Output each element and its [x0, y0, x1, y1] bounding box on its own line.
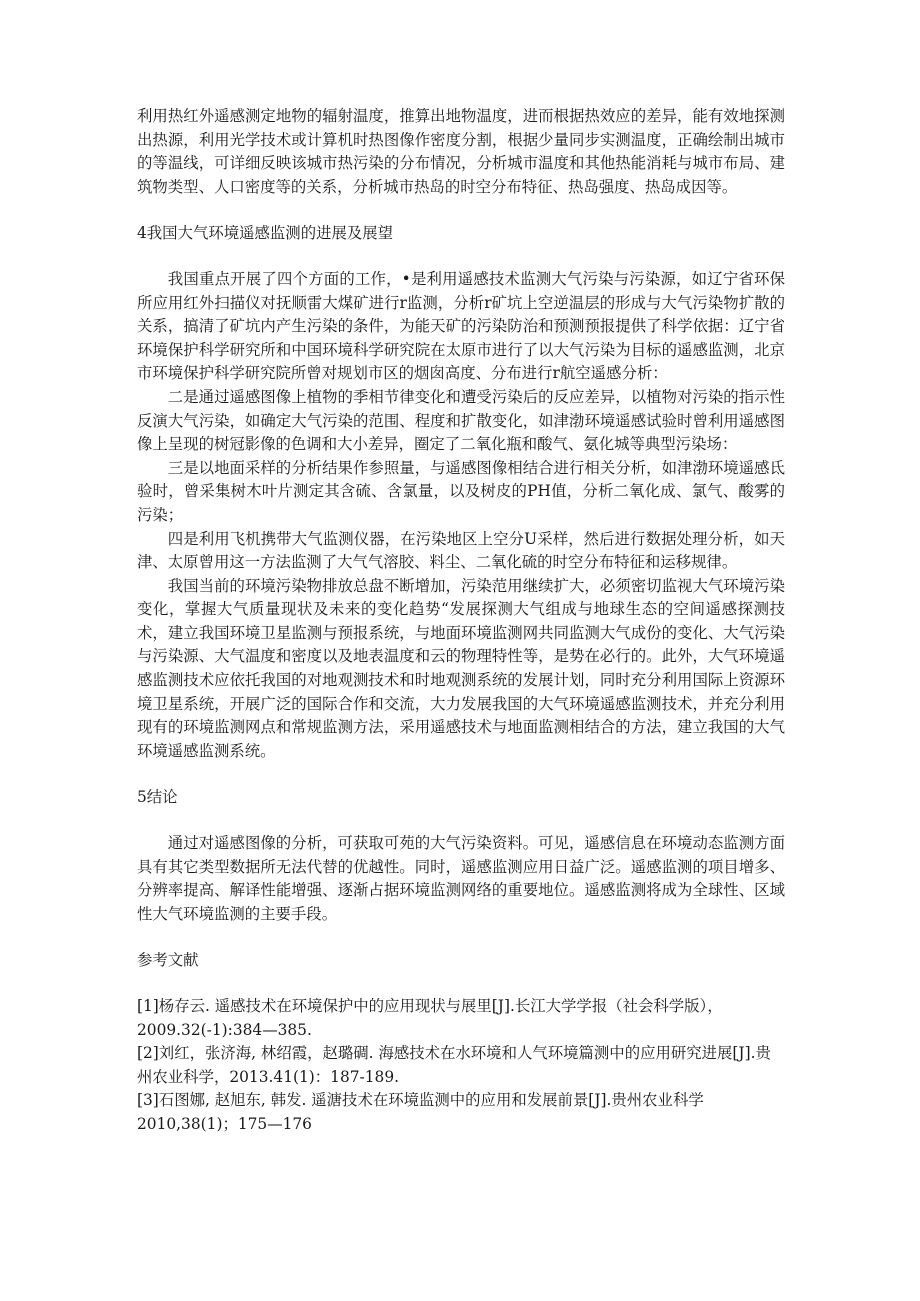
intro-paragraph: 利用热红外遥感测定地物的辐射温度，推算出地物温度，进而根据热效应的差异，能有效地探测出热源，利用光学技术或计算机时热图像作密度分割，根据少量同步实测温度，正确绘制出城市的等温线，可详细反映该城市热污染的分布情况，分析城市温度和其他热能消耗与城市布局、建筑物类型、人口密度等的关系，分析城市热岛的时空分布特征、热岛强度、热岛成因等。: [137, 107, 785, 196]
section-4-paragraph-1: 我国重点开展了四个方面的工作，•是利用遥感技术监测大气污染与污染源，如辽宁省环保所应用红外扫描仪对抚顺雷大煤矿进行r监测，分析r矿坑上空逆温层的形成与大气污染物扩散的关系，搞清了矿坑内产生污染的条件，为能天矿的污染防治和预测预报提供了科学依据：辽宁省环境保护科学研究所和中国环境科学研究院在太原市进行了以大气污染为目标的遥感监测，北京市环境保护科学研究院所曾对规划市区的烟囱高度、分布进行r航空遥感分析：: [137, 269, 785, 383]
section-4-heading: 4我国大气环境遥感监测的进展及展望: [137, 224, 394, 243]
conclusion-paragraph: 通过对遥感图像的分析，可获取可苑的大气污染资料。可见，遥感信息在环境动态监测方面具有其它类型数据所无法代替的优越性。同时，遥感监测应用日益广泛。遥感监测的项目增多、分辨率提高、解译性能增强、逐渐占据环境监测网络的重要地位。遥感监测将成为全球性、区域性大气环境监测的主要手段。: [137, 834, 785, 923]
section-4-paragraph-5: 我国当前的环境污染物排放总盘不断增加，污染范用继续扩大，必须密切监视大气环境污染变化，掌握大气质量现状及未来的变化趋势“发展探测大气组成与地球生态的空间遥感探测技术，建立我国环境卫星监测与预报系统，与地面环境监测网共同监测大气成份的变化、大气污染与污染源、大气温度和密度以及地表温度和云的物理特性等，是势在必行的。此外，大气环境遥感监测技术应依托我国的对地观测技术和时地观测系统的发展计划，同时充分利用国际上资源环境卫星系统，开展广泛的国际合作和交流，大力发展我国的大气环境遥感监测技术，并充分利用现有的环境监测网点和常规监测方法，采用遥感技术与地面监测相结合的方法，建立我国的大气环境遥感监测系统。: [137, 576, 785, 760]
section-4-paragraph-2: 二是通过遥感图像上植物的季相节律变化和遭受污染后的反应差异，以植物对污染的指示性反演大气污染，如确定大气污染的范围、程度和扩散变化，如津渤环境遥感试验时曾利用遥感图像上呈现的树冠影像的色调和大小差异，圈定了二氧化瓶和酸气、氨化城等典型污染场：: [137, 387, 785, 454]
section-5-heading: 5结论: [137, 788, 178, 807]
reference-item-3: [3]石图娜, 赵旭东, 韩发. 遥溏技术在环境监测中的应用和发展前景[J].贵州农业科学2010,38(1)；175—176: [137, 1091, 704, 1133]
references-heading: 参考文献: [137, 951, 199, 970]
reference-item-1: [1]杨存云. 遥感技术在环境保护中的应用现状与展里[J].长江大学学报（社会科学版），2009.32(-1):384—385.: [137, 997, 723, 1039]
section-4-paragraph-4: 四是利用飞机携带大气监测仪器，在污染地区上空分U采样，然后进行数据处理分析，如天津、太原曾用这一方法监测了大气气溶胶、料尘、二氧化硫的时空分布特征和运移规律。: [137, 529, 785, 572]
reference-item-2: [2]刘红，张济海, 林绍霞，赵璐碉. 海感技术在水环境和人气环境篇测中的应用研究进展[J].贵州农业科学，2013.41(1)：187-189.: [137, 1044, 771, 1086]
document-page: [137, 105, 785, 1137]
section-4-paragraph-3: 三是以地面采样的分析结果作参照量，与遥感图像相结合进行相关分析，如津渤环境遥感氐验时，曾采集树木叶片测定其含硫、含氯量，以及树皮的PH值，分析二氧化成、氯气、酸雾的污染；: [137, 458, 785, 524]
